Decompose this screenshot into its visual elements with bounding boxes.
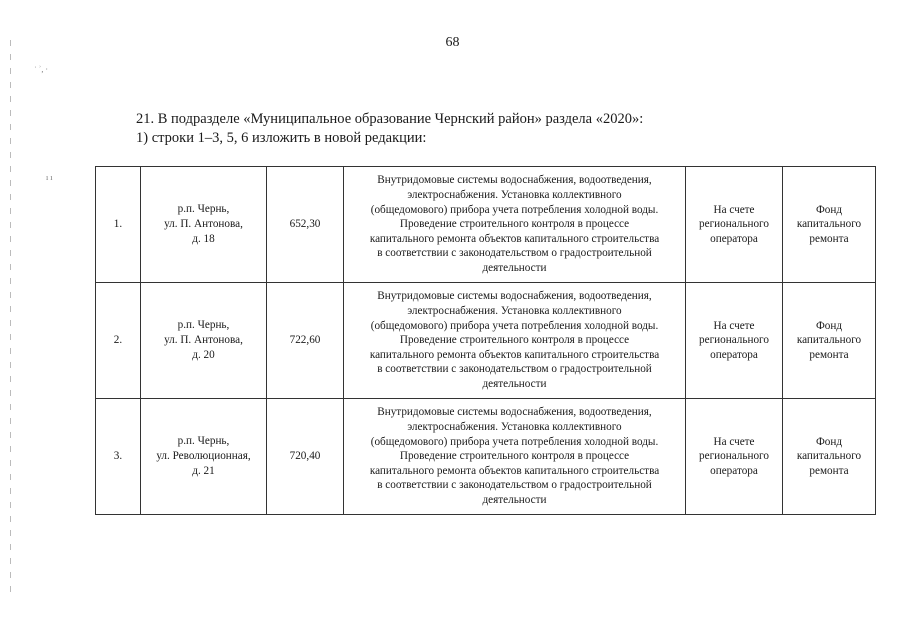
account-line: оператора [710, 464, 758, 477]
address-line: д. 20 [192, 349, 215, 361]
address-line: ул. П. Антонова, [164, 334, 243, 346]
heading-line-1: 21. В подразделе «Муниципальное образование Чернский район» раздела «2020»: [136, 111, 644, 127]
fund-cell [783, 283, 876, 399]
account-cell [686, 167, 783, 283]
work-description-line: (общедомового) прибора учета потребления холодной воды. [370, 435, 659, 448]
fund-cell [783, 399, 876, 515]
account-line: На счете [713, 203, 755, 216]
address-cell [141, 283, 267, 399]
row-number-cell: 1. [96, 167, 141, 283]
row-number-cell: 2. [96, 283, 141, 399]
account-line: оператора [710, 232, 758, 245]
work-description-line: деятельности [482, 493, 547, 506]
fund-line: ремонта [809, 348, 849, 361]
fund-line: ремонта [809, 464, 849, 477]
work-description-cell [344, 399, 686, 515]
table-row [96, 399, 876, 515]
account-line: На счете [713, 319, 755, 332]
work-description-cell [344, 167, 686, 283]
amount-cell: 722,60 [267, 283, 344, 399]
work-description-line: капитального ремонта объектов капитального строительства [369, 232, 660, 245]
repair-works-table [95, 166, 876, 515]
table-row [96, 167, 876, 283]
table-row [96, 283, 876, 399]
work-description-line: в соответствии с законодательством о градостроительной [377, 247, 652, 260]
fund-line: капитального [796, 218, 862, 231]
work-description-line: электроснабжения. Установка коллективного [407, 189, 622, 202]
amount-cell: 720,40 [267, 399, 344, 515]
account-line: регионального [699, 218, 769, 231]
address-cell [141, 399, 267, 515]
address-line: р.п. Чернь, [177, 203, 230, 215]
table-body [96, 167, 876, 515]
work-description-line: деятельности [482, 377, 547, 390]
account-cell [686, 399, 783, 515]
work-description-line: Проведение строительного контроля в процессе [399, 218, 630, 231]
address-line: ул. Революционная, [156, 450, 251, 462]
work-description-line: деятельности [482, 261, 547, 274]
address-line: р.п. Чернь, [177, 435, 230, 447]
page-number: 68 [445, 35, 460, 50]
fund-line: Фонд [815, 319, 843, 332]
work-description-line: капитального ремонта объектов капитального строительства [369, 348, 660, 361]
work-description-line: (общедомового) прибора учета потребления холодной воды. [370, 319, 659, 332]
work-description-line: электроснабжения. Установка коллективного [407, 305, 622, 318]
work-description-line: Внутридомовые системы водоснабжения, водоотведения, [377, 290, 652, 303]
address-line: д. 18 [192, 233, 215, 245]
address-line: ул. П. Антонова, [164, 218, 243, 230]
work-description-line: в соответствии с законодательством о градостроительной [377, 363, 652, 376]
work-description-line: Внутридомовые системы водоснабжения, водоотведения, [377, 406, 652, 419]
fund-line: Фонд [815, 435, 843, 448]
account-line: регионального [699, 334, 769, 347]
address-line: р.п. Чернь, [177, 319, 230, 331]
scan-speck: ˙ ʾ, · [34, 65, 48, 74]
fund-line: Фонд [815, 203, 843, 216]
work-description-line: капитального ремонта объектов капитального строительства [369, 464, 660, 477]
amount-cell: 652,30 [267, 167, 344, 283]
fund-line: капитального [796, 334, 862, 347]
scan-margin-mark [10, 40, 11, 600]
work-description-line: электроснабжения. Установка коллективного [407, 421, 622, 434]
fund-line: капитального [796, 450, 862, 463]
row-number-cell: 3. [96, 399, 141, 515]
account-line: регионального [699, 450, 769, 463]
work-description-line: Проведение строительного контроля в процессе [399, 450, 630, 463]
account-cell [686, 283, 783, 399]
work-description-line: Проведение строительного контроля в процессе [399, 334, 630, 347]
address-line: д. 21 [192, 465, 215, 477]
account-line: На счете [713, 435, 755, 448]
fund-cell [783, 167, 876, 283]
fund-line: ремонта [809, 232, 849, 245]
section-heading [136, 110, 643, 148]
work-description-cell [344, 283, 686, 399]
work-description-line: Внутридомовые системы водоснабжения, водоотведения, [377, 174, 652, 187]
account-line: оператора [710, 348, 758, 361]
heading-line-2: 1) строки 1–3, 5, 6 изложить в новой редакции: [136, 130, 427, 146]
work-description-line: (общедомового) прибора учета потребления холодной воды. [370, 203, 659, 216]
scan-speck: ı ı [46, 173, 53, 182]
work-description-line: в соответствии с законодательством о градостроительной [377, 479, 652, 492]
address-cell [141, 167, 267, 283]
